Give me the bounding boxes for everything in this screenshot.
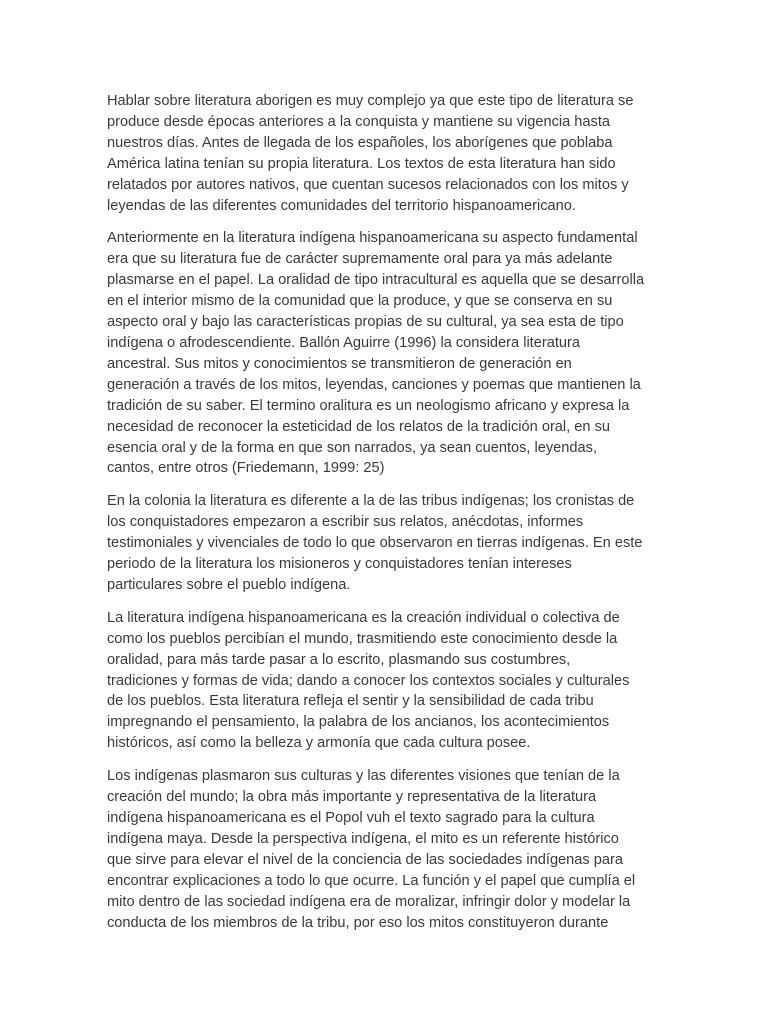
text-line: en el interior mismo de la comunidad que la produce, y que se conserva en su — [107, 293, 613, 310]
text-line: que sirve para elevar el nivel de la conciencia de las sociedades indígenas para — [107, 851, 623, 868]
text-line: La literatura indígena hispanoamericana es la creación individual o colectiva de — [107, 609, 620, 626]
text-line: indígena maya. Desde la perspectiva indígena, el mito es un referente histórico — [107, 830, 619, 847]
text-line: plasmarse en el papel. La oralidad de tipo intracultural es aquella que se desarrolla — [107, 272, 645, 289]
text-line: tradiciones y formas de vida; dando a conocer los contextos sociales y culturales — [107, 672, 630, 689]
text-line: necesidad de reconocer la esteticidad de los relatos de la tradición oral, en su — [107, 418, 610, 435]
text-line: esencia oral y de la forma en que son narrados, ya sean cuentos, leyendas, — [107, 439, 598, 456]
text-line: de los pueblos. Esta literatura refleja el sentir y la sensibilidad de cada tribu — [107, 693, 594, 710]
text-line: aspecto oral y bajo las características propias de su cultural, ya sea esta de tipo — [107, 314, 624, 331]
text-line: creación del mundo; la obra más importante y representativa de la literatura — [107, 789, 597, 806]
text-line: encontrar explicaciones a todo lo que ocurre. La función y el papel que cumplía el — [107, 872, 636, 889]
paragraph — [107, 228, 663, 479]
text-line: generación a través de los mitos, leyendas, canciones y poemas que mantienen la — [107, 376, 641, 393]
text-line: indígena o afrodescendiente. Ballón Aguirre (1996) la considera literatura — [107, 334, 580, 351]
document-body — [107, 91, 663, 945]
text-line: Anteriormente en la literatura indígena hispanoamericana su aspecto fundamental — [107, 230, 638, 247]
text-line: leyendas de las diferentes comunidades del territorio hispanoamericano. — [107, 197, 576, 214]
text-line: históricos, así como la belleza y armonía que cada cultura posee. — [107, 735, 531, 752]
text-line: Los indígenas plasmaron sus culturas y las diferentes visiones que tenían de la — [107, 768, 620, 785]
text-line: Hablar sobre literatura aborigen es muy complejo ya que este tipo de literatura se — [107, 93, 634, 109]
paragraph — [107, 766, 663, 933]
paragraph — [107, 608, 663, 754]
text-line: como los pueblos percibían el mundo, trasmitiendo este conocimiento desde la — [107, 630, 618, 647]
text-line: ancestral. Sus mitos y conocimientos se transmitieron de generación en — [107, 355, 572, 372]
paragraph — [107, 491, 663, 596]
text-line: América latina tenían su propia literatura. Los textos de esta literatura han sido — [107, 155, 616, 172]
text-line: impregnando el pensamiento, la palabra de los ancianos, los acontecimientos — [107, 714, 610, 731]
text-line: particulares sobre el pueblo indígena. — [107, 576, 351, 593]
text-line: periodo de la literatura los misioneros y conquistadores tenían intereses — [107, 556, 572, 573]
text-line: oralidad, para más tarde pasar a lo escrito, plasmando sus costumbres, — [107, 651, 571, 668]
text-line: indígena hispanoamericana es el Popol vuh el texto sagrado para la cultura — [107, 810, 595, 826]
text-line: relatados por autores nativos, que cuentan sucesos relacionados con los mitos y — [107, 176, 629, 193]
text-line: era que su literatura fue de carácter supremamente oral para ya más adelante — [107, 251, 613, 268]
text-line: En la colonia la literatura es diferente a la de las tribus indígenas; los cronistas de — [107, 493, 635, 510]
text-line: los conquistadores empezaron a escribir sus relatos, anécdotas, informes — [107, 514, 584, 531]
text-line: mito dentro de las sociedad indígena era de moralizar, infringir dolor y modelar la — [107, 893, 631, 910]
text-line: testimoniales y vivenciales de todo lo que observaron en tierras indígenas. En este — [107, 535, 643, 552]
text-line: nuestros días. Antes de llegada de los españoles, los aborígenes que poblaba — [107, 134, 613, 151]
text-line: cantos, entre otros (Friedemann, 1999: 25) — [107, 460, 385, 477]
text-line: conducta de los miembros de la tribu, por eso los mitos constituyeron durante — [107, 914, 609, 931]
text-line: produce desde épocas anteriores a la conquista y mantiene su vigencia hasta — [107, 113, 610, 130]
text-line: tradición de su saber. El termino oralitura es un neologismo africano y expresa la — [107, 397, 630, 414]
paragraph — [107, 91, 663, 216]
